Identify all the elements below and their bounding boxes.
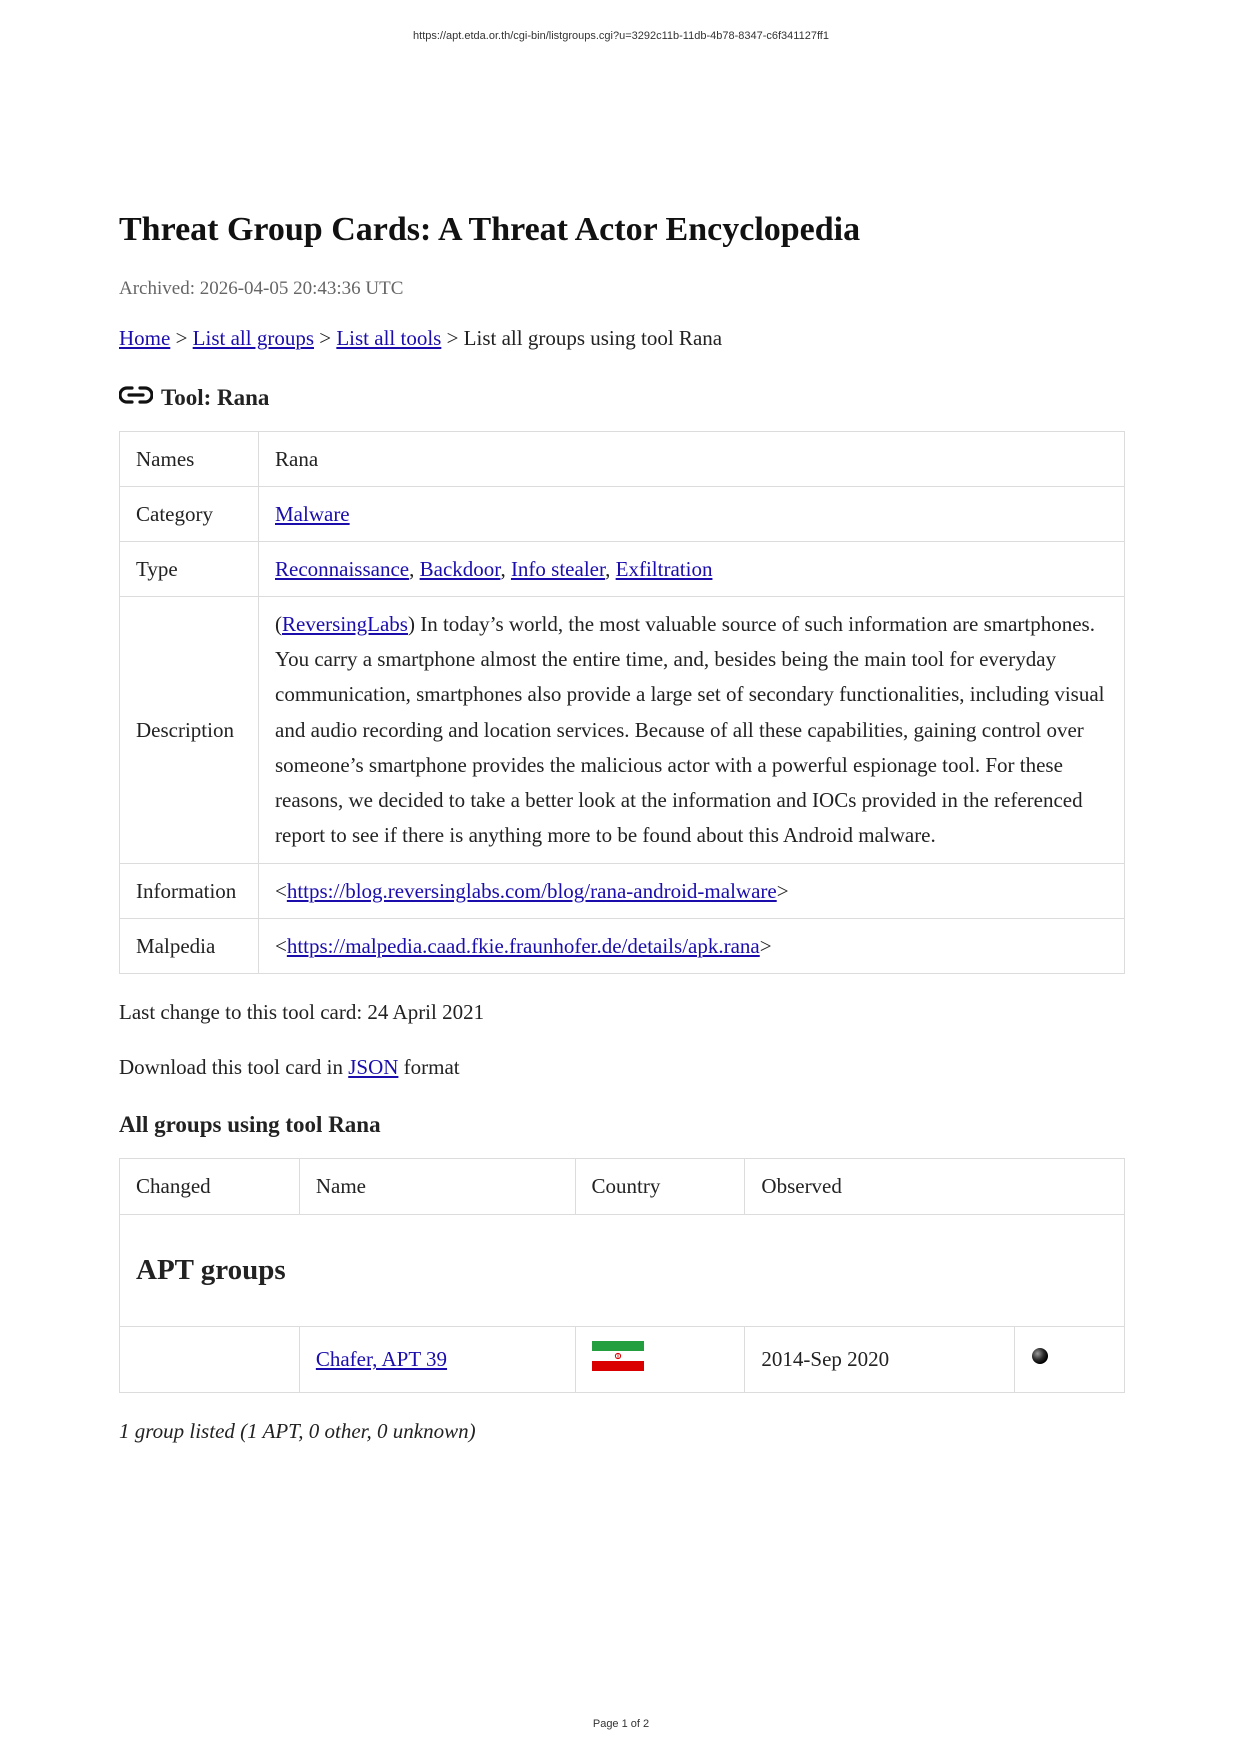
- download-line: [119, 1055, 1125, 1080]
- column-header-changed: Changed: [120, 1159, 300, 1215]
- category-malware-link[interactable]: Malware: [275, 501, 350, 526]
- table-row: [120, 542, 1125, 597]
- main-content: [119, 210, 1125, 1444]
- information-value: [259, 864, 1125, 919]
- breadcrumb-tools-link[interactable]: List all tools: [336, 326, 442, 350]
- breadcrumb-home-link[interactable]: Home: [119, 326, 171, 350]
- download-suffix: format: [398, 1055, 460, 1080]
- download-prefix: Download this tool card in: [119, 1055, 349, 1080]
- angle-bracket: <: [275, 878, 287, 903]
- iran-flag-icon: [592, 1341, 644, 1371]
- malpedia-value: [259, 919, 1125, 974]
- type-separator: ,: [500, 556, 511, 581]
- page-title: Threat Group Cards: A Threat Actor Encyclopedia: [119, 211, 861, 248]
- groups-heading: All groups using tool Rana: [119, 1112, 381, 1138]
- group-observed: 2014-Sep 2020: [745, 1327, 1015, 1393]
- column-header-name: Name: [299, 1159, 575, 1215]
- download-json-link[interactable]: JSON: [348, 1055, 399, 1080]
- group-changed: [120, 1327, 300, 1393]
- description-text: ) In today’s world, the most valuable source of such information are smartphones. You carry a smartphone almost the entire time, and, besides being the main tool for everyday communication, smartphones also provide a large set of secondary functionalities, including visual and audio recording and location services. Because of all these capabilities, gaining control over someone’s smartphone provides the malicious actor with a powerful espionage tool. For these reasons, we decided to take a better look at the information and IOCs provided in the referenced report to see if there is anything more to be found about this Android malware.: [275, 612, 1105, 848]
- angle-bracket: >: [776, 878, 789, 903]
- link-icon: [119, 385, 153, 405]
- column-header-country: Country: [575, 1159, 745, 1215]
- information-label: Information: [120, 864, 259, 919]
- type-separator: ,: [409, 556, 420, 581]
- malpedia-label: Malpedia: [120, 919, 259, 974]
- table-row: [120, 597, 1125, 864]
- breadcrumb: [119, 326, 1125, 351]
- section-apt-groups: APT groups: [120, 1215, 1125, 1327]
- print-header-url: https://apt.etda.or.th/cgi-bin/listgroups.cgi?u=3292c11b-11db-4b78-8347-c6f341127ff1: [413, 30, 829, 42]
- archived-timestamp: Archived: 2026-04-05 20:43:36 UTC: [119, 278, 404, 299]
- names-value: Rana: [259, 432, 1125, 487]
- breadcrumb-separator: >: [170, 326, 193, 350]
- malpedia-link[interactable]: https://malpedia.caad.fkie.fraunhofer.de/details/apk.rana: [286, 933, 760, 958]
- breadcrumb-current: > List all groups using tool Rana: [441, 326, 723, 350]
- type-reconnaissance-link[interactable]: Reconnaissance: [275, 556, 410, 581]
- type-backdoor-link[interactable]: Backdoor: [419, 556, 501, 581]
- table-row: [120, 864, 1125, 919]
- names-label: Names: [120, 432, 259, 487]
- type-separator: ,: [605, 556, 616, 581]
- description-source-link[interactable]: ReversingLabs: [282, 612, 408, 636]
- table-row: [120, 1327, 1125, 1393]
- black-dot-icon: [1031, 1347, 1049, 1365]
- group-name-link[interactable]: Chafer, APT 39: [315, 1347, 448, 1372]
- groups-table: [119, 1158, 1125, 1393]
- description-label: Description: [120, 597, 259, 864]
- table-row: [120, 432, 1125, 487]
- type-label: Type: [120, 542, 259, 597]
- table-header-row: [120, 1159, 1125, 1215]
- page-number: Page 1 of 2: [592, 1718, 650, 1730]
- breadcrumb-groups-link[interactable]: List all groups: [192, 326, 314, 350]
- table-row: [120, 919, 1125, 974]
- category-label: Category: [120, 487, 259, 542]
- information-link[interactable]: https://blog.reversinglabs.com/blog/rana-android-malware: [286, 878, 777, 903]
- paren: (: [275, 612, 282, 636]
- type-value: [259, 542, 1125, 597]
- tool-heading: [119, 385, 1125, 411]
- tool-heading-text: Tool: Rana: [161, 385, 270, 410]
- last-change: Last change to this tool card: 24 April 2021: [119, 1000, 485, 1025]
- table-section-row: [120, 1215, 1125, 1327]
- type-info-stealer-link[interactable]: Info stealer: [510, 556, 606, 581]
- description-value: [259, 597, 1125, 864]
- groups-summary: 1 group listed (1 APT, 0 other, 0 unknown): [119, 1419, 476, 1444]
- table-row: [120, 487, 1125, 542]
- type-exfiltration-link[interactable]: Exfiltration: [615, 556, 713, 581]
- angle-bracket: >: [759, 933, 772, 958]
- angle-bracket: <: [275, 933, 287, 958]
- tool-info-table: [119, 431, 1125, 974]
- breadcrumb-separator: >: [314, 326, 337, 350]
- column-header-observed: Observed: [745, 1159, 1125, 1215]
